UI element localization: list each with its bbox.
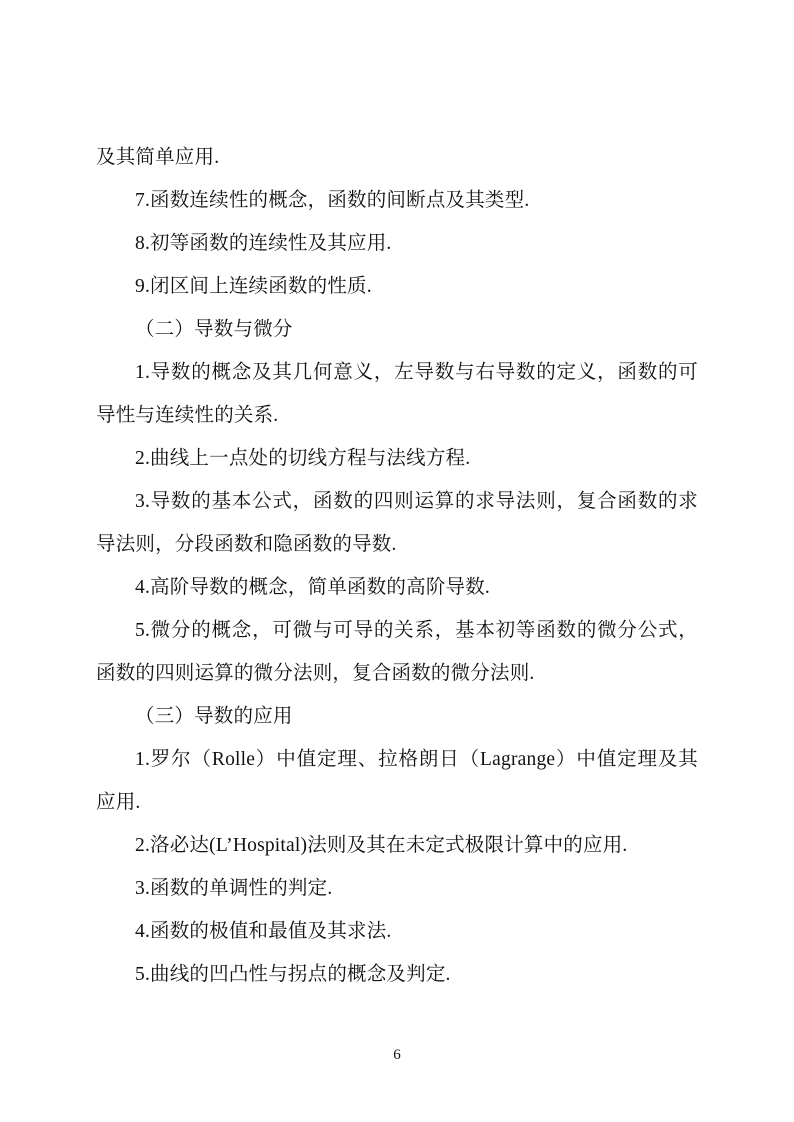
- list-item-1-derivative: 1.导数的概念及其几何意义，左导数与右导数的定义，函数的可导性与连续性的关系.: [96, 362, 698, 426]
- section-heading-two: （二）导数与微分: [135, 319, 293, 340]
- paragraph-continuation: 及其简单应用.: [96, 147, 220, 168]
- list-item-5-application: 5.曲线的凹凸性与拐点的概念及判定.: [135, 964, 451, 985]
- list-item-9: 9.闭区间上连续函数的性质.: [135, 276, 372, 297]
- list-item-4-derivative: 4.高阶导数的概念，简单函数的高阶导数.: [135, 577, 491, 598]
- list-item-4-application: 4.函数的极值和最值及其求法.: [135, 921, 392, 942]
- list-item-3-derivative: 3.导数的基本公式，函数的四则运算的求导法则，复合函数的求导法则，分段函数和隐函数的导数.: [96, 491, 698, 555]
- list-item-1-application: 1.罗尔（Rolle）中值定理、拉格朗日（Lagrange）中值定理及其应用.: [96, 749, 698, 813]
- list-item-2-derivative: 2.曲线上一点处的切线方程与法线方程.: [135, 448, 471, 469]
- document-body: [96, 136, 698, 996]
- list-item-3-application: 3.函数的单调性的判定.: [135, 878, 333, 899]
- list-item-8: 8.初等函数的连续性及其应用.: [135, 233, 392, 254]
- list-item-2-application: 2.洛必达(L’Hospital)法则及其在未定式极限计算中的应用.: [135, 835, 628, 856]
- page-number: 6: [393, 1047, 401, 1063]
- section-heading-three: （三）导数的应用: [135, 706, 293, 727]
- list-item-7: 7.函数连续性的概念，函数的间断点及其类型.: [135, 190, 530, 211]
- list-item-5-derivative: 5.微分的概念，可微与可导的关系，基本初等函数的微分公式，函数的四则运算的微分法则，复合函数的微分法则.: [96, 620, 698, 684]
